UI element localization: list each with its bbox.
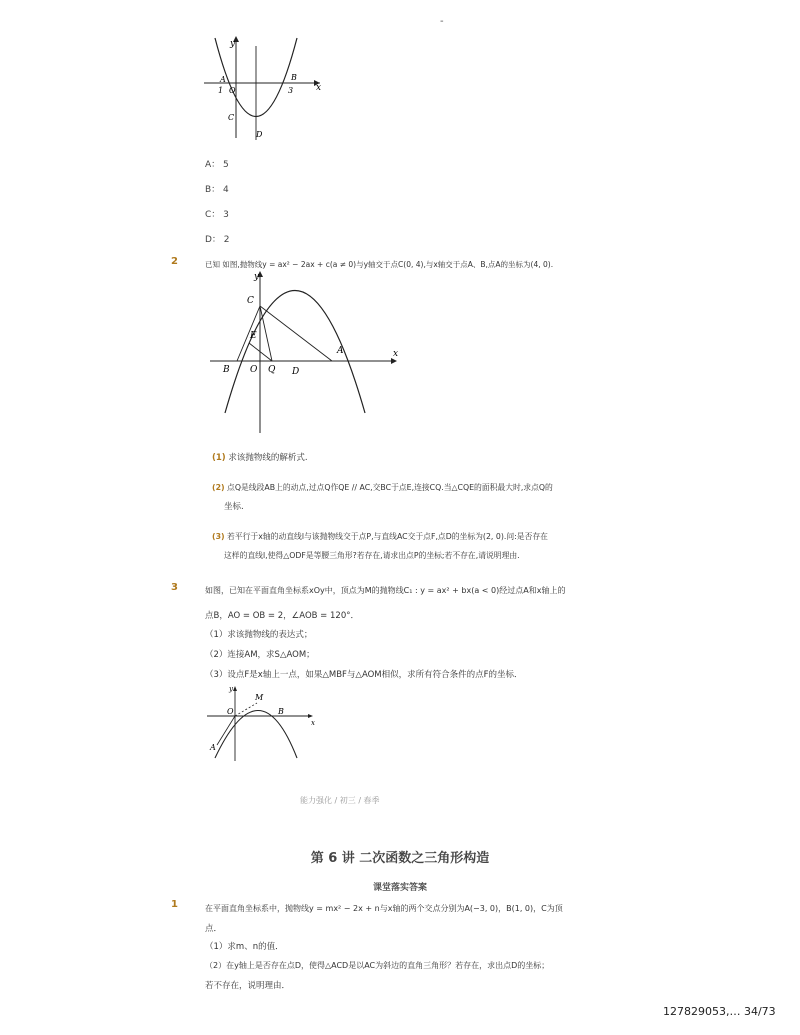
- figure-2-parabola: [205, 268, 410, 438]
- fig3-label-x: x: [311, 719, 315, 727]
- fig1-label-a: A: [220, 75, 226, 84]
- fig1-label-d: D: [256, 130, 263, 139]
- answer-q1-sub1: （1）求m、n的值．: [205, 942, 284, 952]
- figure-3-parabola: [205, 683, 320, 763]
- q2-part3: [212, 531, 548, 542]
- fig1-label-1: 1: [218, 86, 224, 95]
- fig3-label-b: B: [278, 707, 284, 716]
- choice-a[interactable]: A： 5: [205, 160, 229, 170]
- fig3-segment-oa: [217, 716, 235, 745]
- fig2-label-x: x: [393, 349, 399, 359]
- fig1-label-o: O: [229, 86, 236, 95]
- fig2-label-o: O: [250, 365, 258, 375]
- q3-line2: 点B，AO = OB = 2，∠AOB = 120°．: [205, 611, 359, 621]
- q3-sub1: （1）求该抛物线的表达式；: [205, 630, 313, 640]
- answer-question-number-1: 1: [171, 899, 178, 910]
- q2-part1-number: (1): [212, 453, 226, 463]
- fig3-curve: [215, 711, 297, 759]
- fig3-y-arrow: [233, 686, 237, 691]
- figure-1-parabola: [200, 30, 325, 142]
- fig3-label-o: O: [227, 707, 234, 716]
- choice-c[interactable]: C： 3: [205, 210, 229, 220]
- q3-line1: 如图，已知在平面直角坐标系xOy中，顶点为M的抛物线C₁ : y = ax² + bx(a < 0)经过点A和x轴上的: [205, 586, 566, 595]
- question-number-2: 2: [171, 256, 178, 267]
- fig1-label-b: B: [291, 73, 297, 82]
- fig1-label-c: C: [228, 113, 235, 122]
- section-subtitle: 课堂落实答案: [372, 883, 427, 893]
- fig3-label-a: A: [210, 743, 216, 752]
- top-mark: -: [440, 16, 444, 27]
- q3-sub2: （2）连接AM，求S△AOM；: [205, 650, 315, 660]
- answer-q1-line2: 点．: [205, 924, 223, 934]
- fig2-label-d: D: [292, 367, 300, 377]
- answer-q1-sub2: （2）在y轴上是否存在点D，使得△ACD是以AC为斜边的直角三角形？若存在，求出点D的坐标；: [205, 961, 550, 970]
- fig2-label-y: y: [254, 272, 260, 282]
- fig3-label-y: y: [229, 685, 233, 693]
- fig1-label-3: 3: [288, 86, 294, 95]
- q2-part2: [212, 482, 553, 493]
- answer-q1-sub3: 若不存在，说明理由．: [205, 981, 291, 991]
- question-number-3: 3: [171, 582, 178, 593]
- fig2-curve: [225, 291, 365, 414]
- q2-part2-number: (2): [212, 483, 225, 492]
- answer-q1-line1: 在平面直角坐标系中，抛物线y = mx² − 2x + n与x轴的两个交点分别为A(−3, 0)，B(1, 0)，C为顶: [205, 904, 563, 913]
- q2-part2-line1: 点Q是线段AB上的动点,过点Q作QE // AC,交BC于点E,连接CQ.当△CQE的面积最大时,求点Q的: [227, 483, 553, 492]
- q2-part3-line2: 这样的直线l,使得△ODF是等腰三角形?若存在,请求出点P的坐标;若不存在,请说明理由.: [224, 551, 520, 560]
- fig2-label-c: C: [247, 296, 254, 306]
- breadcrumb[interactable]: 能力强化 / 初三 / 春季: [300, 796, 380, 805]
- fig1-label-x: x: [316, 83, 322, 93]
- fig2-segment-ca: [260, 306, 332, 361]
- q2-stem: 已知 如图,抛物线y = ax² − 2ax + c(a ≠ 0)与y轴交于点C(0, 4),与x轴交于点A、B,点A的坐标为(4, 0).: [205, 260, 554, 269]
- fig2-label-e: E: [250, 331, 257, 341]
- q2-part3-line1: 若平行于x轴的动直线l与该抛物线交于点P,与直线AC交于点F,点D的坐标为(2, 0).问:是否存在: [227, 532, 548, 541]
- fig2-label-b: B: [223, 365, 230, 375]
- fig2-label-q: Q: [268, 365, 276, 375]
- page-indicator: 127829053,… 34/73: [663, 1005, 776, 1018]
- fig3-label-m: M: [255, 693, 264, 702]
- fig2-label-a: A: [337, 346, 344, 356]
- q2-part1-text: 求该抛物线的解析式.: [228, 453, 308, 463]
- fig1-label-y: y: [230, 39, 236, 49]
- choice-b[interactable]: B： 4: [205, 185, 229, 195]
- q3-sub3: （3）设点F是x轴上一点，如果△MBF与△AOM相似，求所有符合条件的点F的坐标．: [205, 670, 523, 680]
- q2-part3-number: (3): [212, 532, 225, 541]
- choice-d[interactable]: D： 2: [205, 235, 230, 245]
- q2-part2-line2: 坐标.: [224, 502, 244, 512]
- fig3-x-arrow: [308, 714, 313, 718]
- q2-part1: [212, 451, 308, 463]
- section-title: 第 6 讲 二次函数之三角形构造: [310, 851, 490, 866]
